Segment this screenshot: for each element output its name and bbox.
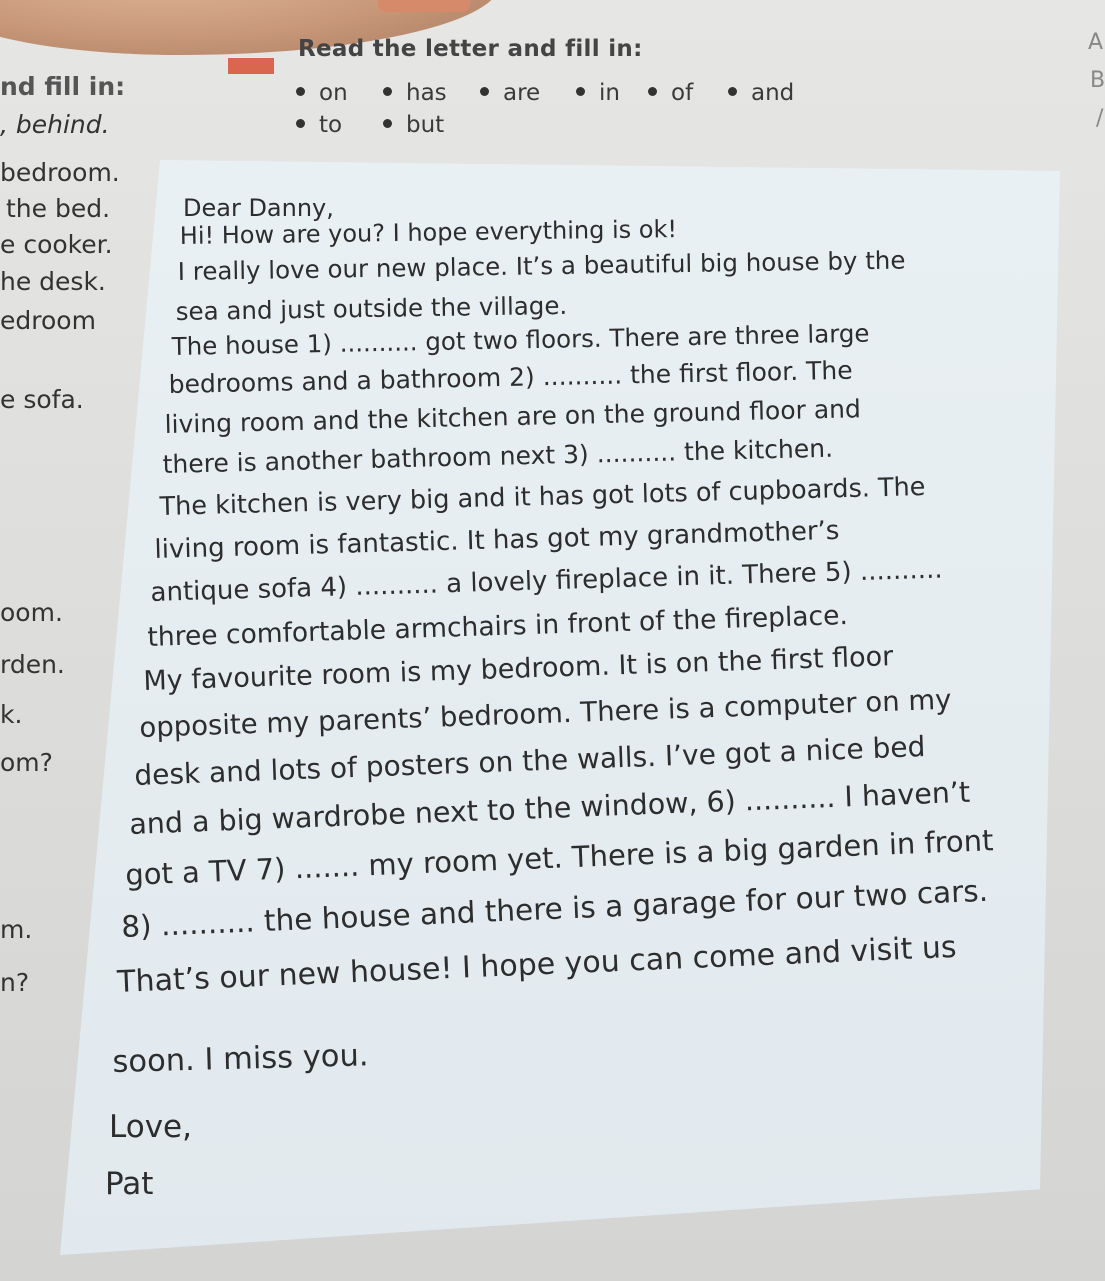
left-fragment: rden. bbox=[0, 650, 65, 679]
letter-line: sea and just outside the village. bbox=[175, 290, 568, 326]
word-bank-item: on bbox=[296, 80, 348, 106]
letter-line: That’s our new house! I hope you can come and visit us bbox=[116, 929, 958, 1000]
left-fragment: , behind. bbox=[0, 110, 110, 139]
letter-line: antique sofa 4) .......... a lovely fireplace in it. There 5) .......... bbox=[150, 554, 943, 608]
left-fragment: edroom bbox=[0, 306, 96, 335]
left-fragment: e cooker. bbox=[0, 230, 113, 259]
left-fragment: oom. bbox=[0, 598, 63, 627]
letter-line: I really love our new place. It’s a beautiful big house by the bbox=[177, 245, 906, 286]
left-fragment: the bed. bbox=[6, 194, 111, 223]
letter-line: and a big wardrobe next to the window, 6) .......... I haven’t bbox=[128, 775, 971, 841]
left-fragment: k. bbox=[0, 700, 23, 729]
letter-line: soon. I miss you. bbox=[112, 1038, 369, 1080]
letter-line: three comfortable armchairs in front of the fireplace. bbox=[147, 600, 849, 653]
letter-line: living room and the kitchen are on the ground floor and bbox=[164, 394, 862, 439]
left-fragment: n? bbox=[0, 968, 30, 997]
exercise-instruction: Read the letter and fill in: bbox=[298, 36, 643, 62]
letter-greeting: Dear Danny, bbox=[183, 194, 334, 222]
left-fragment: m. bbox=[0, 915, 33, 944]
letter-line: opposite my parents’ bedroom. There is a computer on my bbox=[138, 683, 952, 744]
left-fragment: he desk. bbox=[0, 267, 106, 296]
left-fragment: om? bbox=[0, 748, 53, 777]
letter-line: Hi! How are you? I hope everything is ok! bbox=[179, 215, 678, 250]
word-bank-item: has bbox=[383, 80, 447, 106]
letter-line: The kitchen is very big and it has got lots of cupboards. The bbox=[159, 471, 926, 522]
letter-line: The house 1) .......... got two floors. There are three large bbox=[171, 318, 870, 361]
letter-line: there is another bathroom next 3) .......... the kitchen. bbox=[162, 433, 834, 479]
word-bank-item: to bbox=[296, 112, 342, 138]
left-fragment: e sofa. bbox=[0, 385, 84, 414]
letter-line: got a TV 7) ....... my room yet. There is a big garden in front bbox=[124, 823, 995, 892]
letter-line: desk and lots of posters on the walls. I’ve got a nice bed bbox=[133, 730, 926, 792]
letter-signature: Pat bbox=[105, 1166, 154, 1202]
edge-fragment: A bbox=[1088, 30, 1104, 55]
left-fragment: bedroom. bbox=[0, 158, 120, 187]
edge-fragment: B bbox=[1090, 68, 1105, 93]
word-bank-item: but bbox=[383, 112, 444, 138]
word-bank-item: of bbox=[648, 80, 693, 106]
letter-line: living room is fantastic. It has got my grandmother’s bbox=[154, 515, 840, 565]
letter-closing: Love, bbox=[109, 1109, 192, 1145]
letter-line: bedrooms and a bathroom 2) .......... the first floor. The bbox=[168, 355, 853, 399]
word-bank-item: are bbox=[480, 80, 540, 106]
letter-line: My favourite room is my bedroom. It is on the first floor bbox=[142, 641, 894, 697]
word-bank-item: and bbox=[728, 80, 794, 106]
word-bank-item: in bbox=[576, 80, 620, 106]
letter-line: 8) .......... the house and there is a garage for our two cars. bbox=[120, 873, 989, 944]
edge-fragment: / bbox=[1096, 106, 1104, 131]
left-fragment: nd fill in: bbox=[0, 72, 126, 101]
